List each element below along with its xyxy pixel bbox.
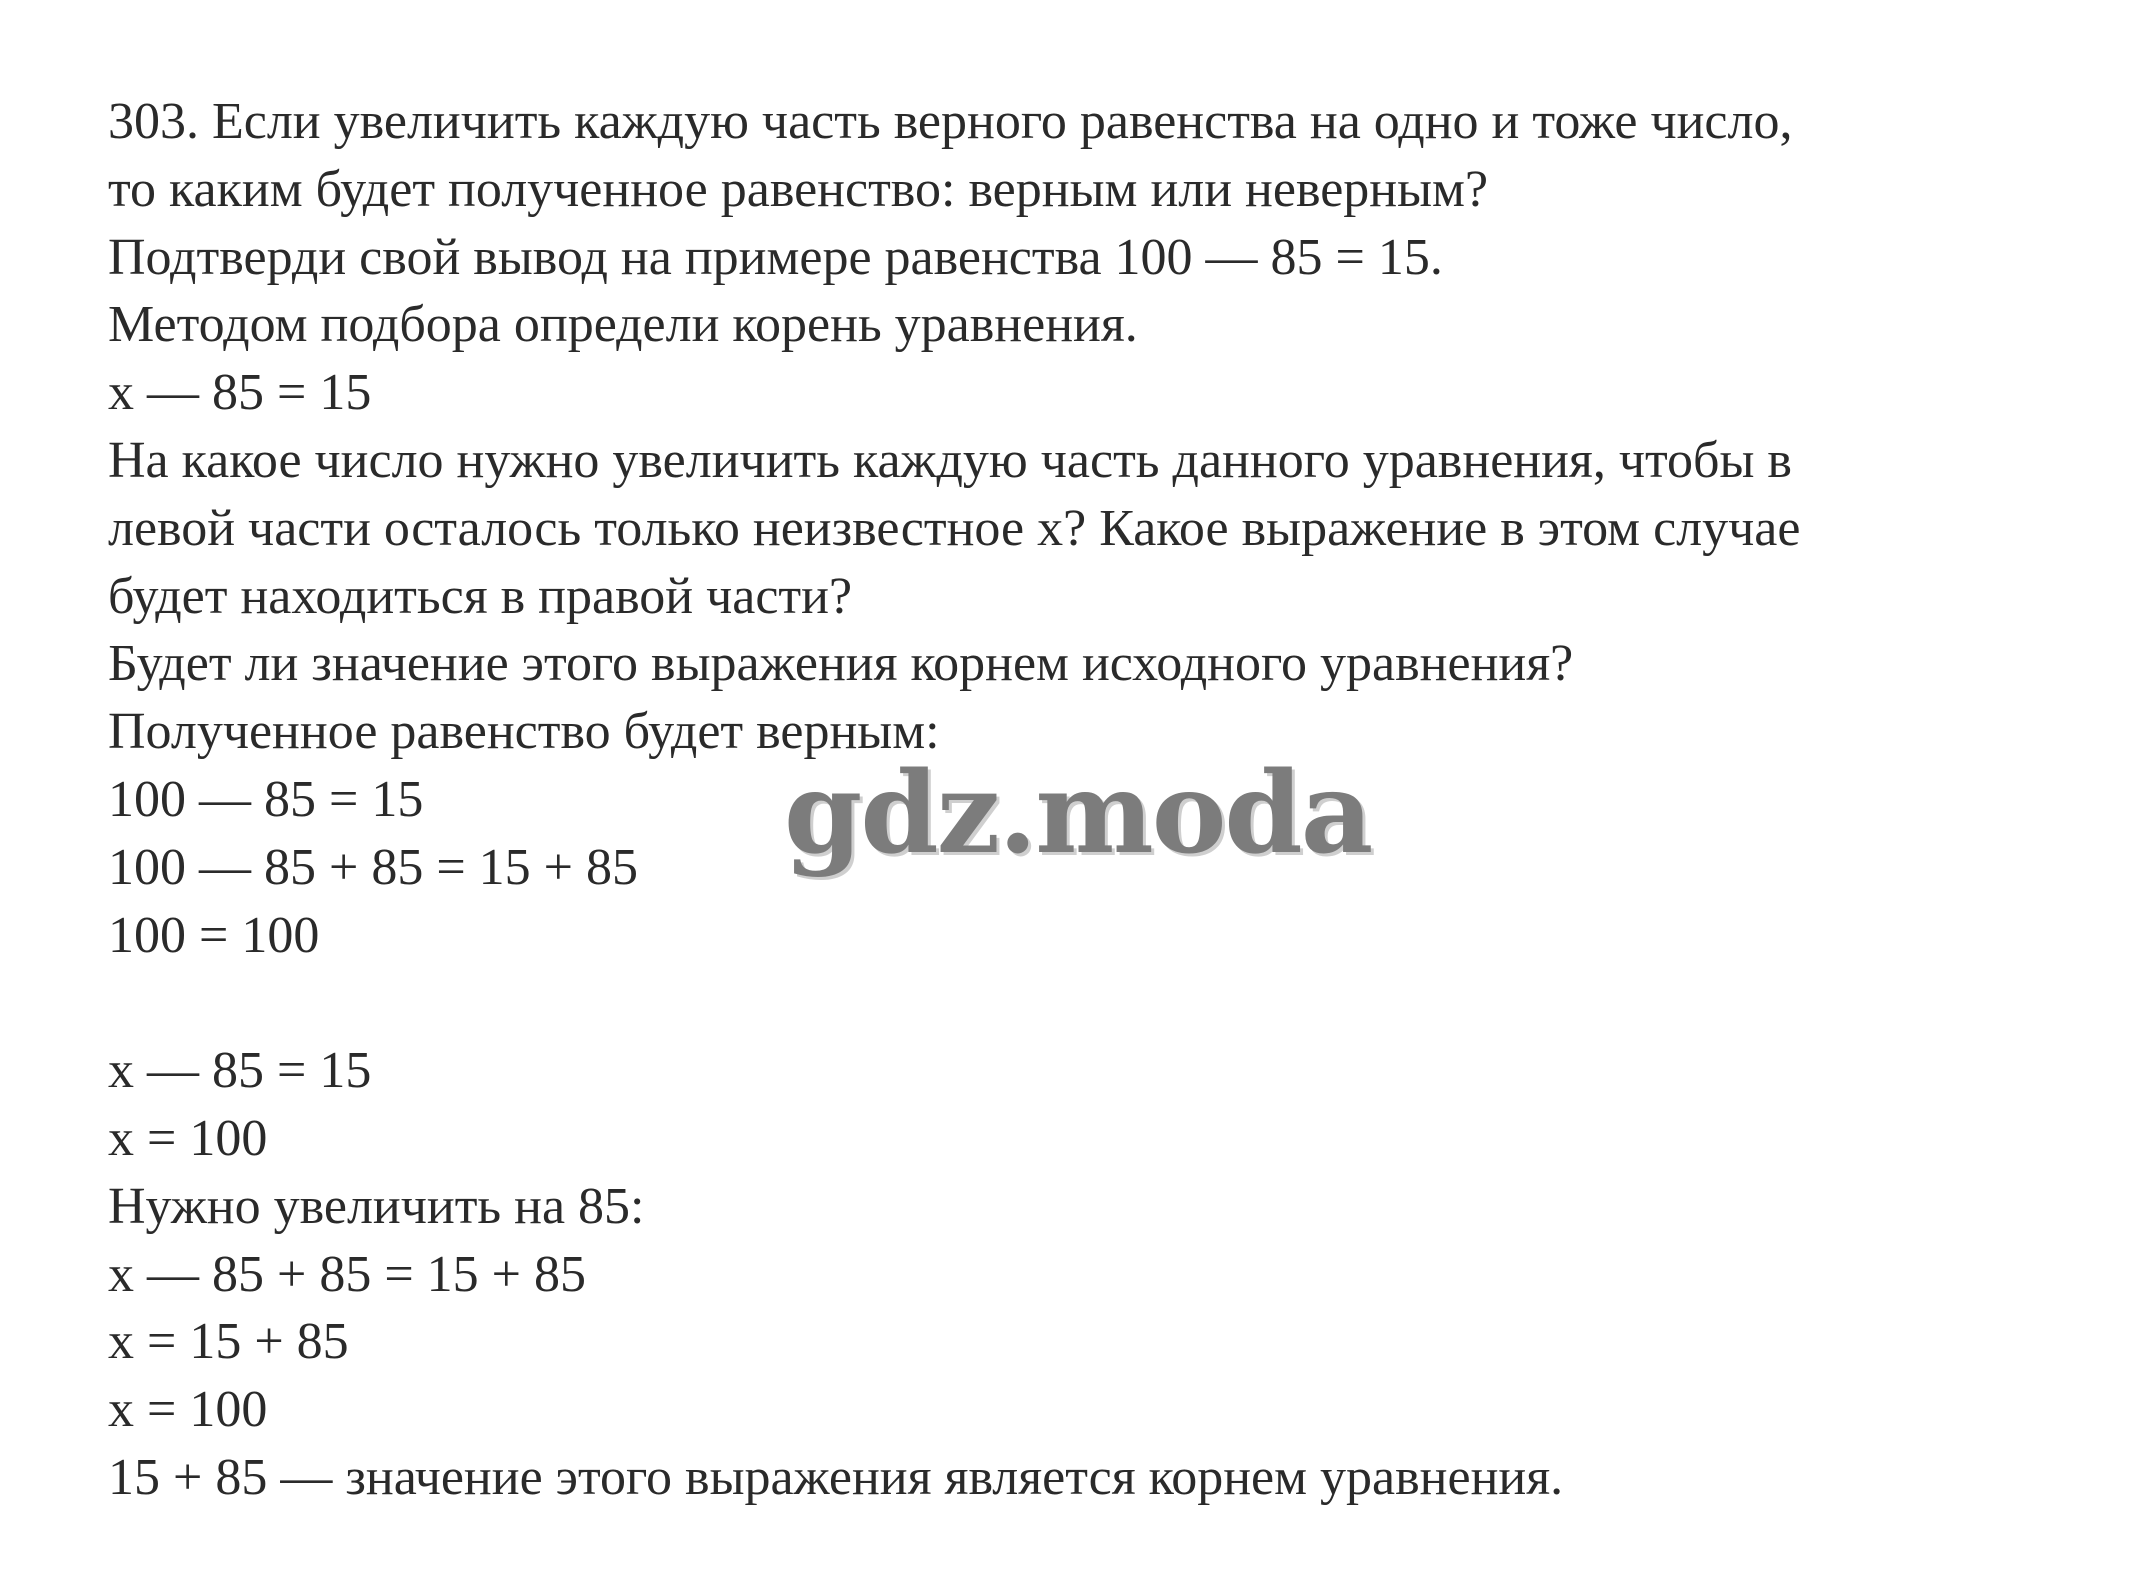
answer-equation-6: x — 85 + 85 = 15 + 85	[108, 1245, 586, 1303]
answer-equation-8: x = 100	[108, 1381, 268, 1439]
task-line-9: Будет ли значение этого выражения корнем исходного уравнения?	[108, 635, 1574, 693]
answer-equation-3: 100 = 100	[108, 906, 320, 964]
answer-equation-1: 100 — 85 = 15	[108, 770, 424, 828]
watermark-logo: gdz.moda	[784, 748, 1372, 879]
task-equation: x — 85 = 15	[108, 364, 372, 422]
task-line-6: На какое число нужно увеличить каждую часть данного уравнения, чтобы в	[108, 431, 1792, 489]
answer-equation-7: x = 15 + 85	[108, 1313, 349, 1371]
answer-equation-2: 100 — 85 + 85 = 15 + 85	[108, 838, 638, 896]
answer-equation-5: x = 100	[108, 1109, 268, 1167]
answer-line-2: Нужно увеличить на 85:	[108, 1177, 645, 1235]
answer-equation-4: x — 85 = 15	[108, 1042, 372, 1100]
task-line-2: то каким будет полученное равенство: верным или неверным?	[108, 160, 1489, 218]
task-line-8: будет находиться в правой части?	[108, 567, 853, 625]
task-line-7: левой части осталось только неизвестное x? Какое выражение в этом случае	[108, 499, 1801, 557]
answer-conclusion: 15 + 85 — значение этого выражения является корнем уравнения.	[108, 1448, 1564, 1506]
blank-line	[108, 969, 2088, 1037]
task-line-4: Методом подбора определи корень уравнения.	[108, 296, 1138, 354]
task-line-3: Подтверди свой вывод на примере равенства 100 — 85 = 15.	[108, 228, 1443, 286]
task-line-1: 303. Если увеличить каждую часть верного равенства на одно и тоже число,	[108, 93, 1793, 150]
answer-line-1: Полученное равенство будет верным:	[108, 703, 940, 761]
